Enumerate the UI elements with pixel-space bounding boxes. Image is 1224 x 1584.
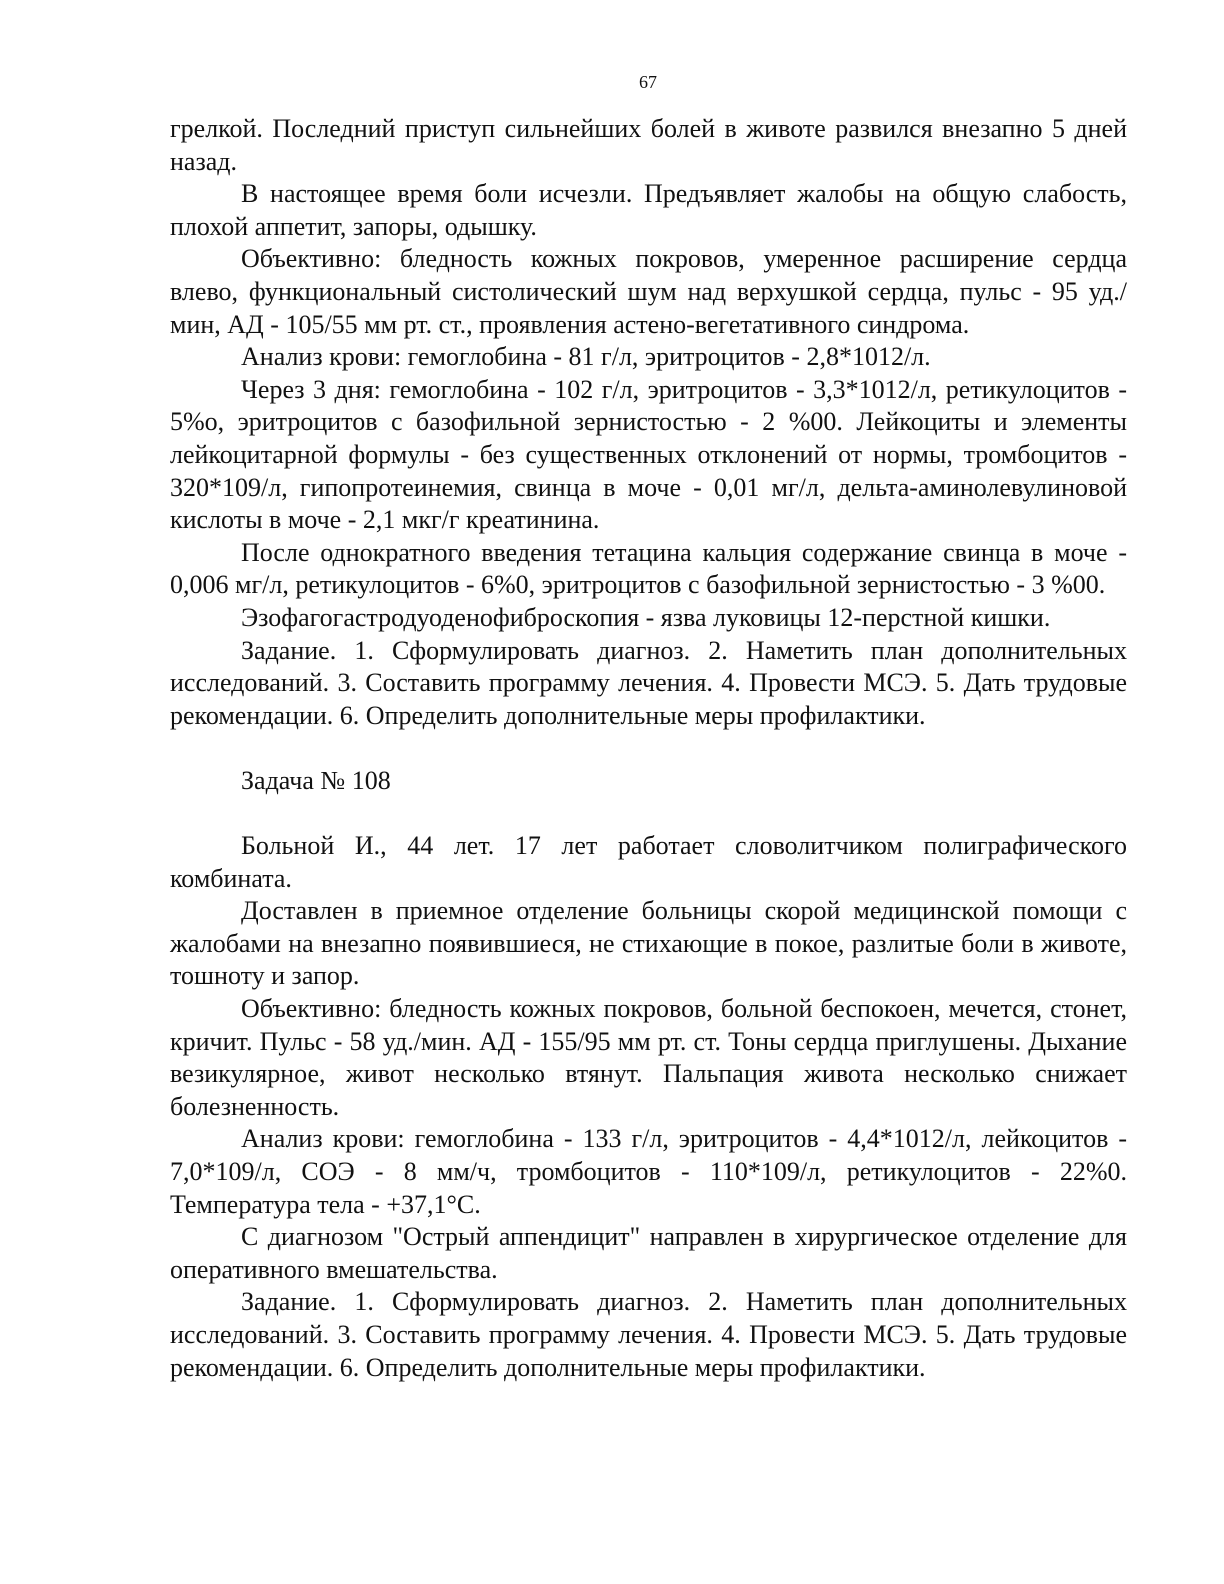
spacer bbox=[170, 732, 1127, 765]
paragraph-followup-test: Через 3 дня: гемоглобина - 102 г/л, эритроцитов - 3,3*1012/л, ретикулоцитов - 5%о, эритроцитов с базофильной зернистостью - 2 %00. Лейкоциты и элементы лейкоцитарной формулы - без существенных отклонений от нормы, тромбоцитов - 320*109/л, гипопротеинемия, свинца в моче - 0,01 мг/л, дельта-аминолевулиновой кислоты в моче - 2,1 мкг/г креатинина. bbox=[170, 374, 1127, 535]
paragraph-admission: Доставлен в приемное отделение больницы скорой медицинской помощи с жалобами на внезапно появившиеся, не стихающие в покое, разлитые боли в животе, тошноту и запор. bbox=[170, 896, 1127, 991]
paragraph-tetacin-test: После однократного введения тетацина кальция содержание свинца в моче - 0,006 мг/л, ретикулоцитов - 6%0, эритроцитов с базофильной зернистостью - 3 %00. bbox=[170, 537, 1127, 600]
paragraph-blood-test: Анализ крови: гемоглобина - 133 г/л, эритроцитов - 4,4*1012/л, лейкоцитов - 7,0*109/л, СОЭ - 8 мм/ч, тромбоцитов - 110*109/л, ретикулоцитов - 22%0. Температура тела - +37,1°С. bbox=[170, 1124, 1127, 1219]
paragraph-assignment: Задание. 1. Сформулировать диагноз. 2. Наметить план дополнительных исследований. 3. Составить программу лечения. 4. Провести МСЭ. 5. Дать трудовые рекомендации. 6. Определить дополнительные меры профилактики. bbox=[170, 635, 1127, 730]
paragraph-objective: Объективно: бледность кожных покровов, больной беспокоен, мечется, стонет, кричит. Пульс - 58 уд./мин. АД - 155/95 мм рт. ст. Тоны сердца приглушены. Дыхание везикулярное, живот несколько втянут. Пальпация живота несколько снижает болезненность. bbox=[170, 994, 1127, 1121]
page-content bbox=[170, 113, 1127, 1384]
paragraph-objective: Объективно: бледность кожных покровов, умеренное расширение сердца влево, функциональный систолический шум над верхушкой сердца, пульс - 95 уд./мин, АД - 105/55 мм рт. ст., проявления астено-вегетативного синдрома. bbox=[170, 244, 1127, 339]
paragraph-blood-test: Анализ крови: гемоглобина - 81 г/л, эритроцитов - 2,8*1012/л. bbox=[241, 342, 931, 372]
spacer bbox=[170, 797, 1127, 830]
paragraph-complaints: В настоящее время боли исчезли. Предъявляет жалобы на общую слабость, плохой аппетит, запоры, одышку. bbox=[170, 179, 1127, 241]
paragraph-endoscopy: Эзофагогастродуоденофиброскопия - язва луковицы 12-перстной кишки. bbox=[241, 602, 1051, 632]
paragraph-diagnosis: С диагнозом "Острый аппендицит" направлен в хирургическое отделение для оперативного вмешательства. bbox=[170, 1222, 1127, 1284]
paragraph-patient: Больной И., 44 лет. 17 лет работает словолитчиком полиграфического комбината. bbox=[170, 831, 1127, 893]
paragraph-assignment: Задание. 1. Сформулировать диагноз. 2. Наметить план дополнительных исследований. 3. Составить программу лечения. 4. Провести МСЭ. 5. Дать трудовые рекомендации. 6. Определить дополнительные меры профилактики. bbox=[170, 1287, 1127, 1382]
task-heading: Задача № 108 bbox=[241, 765, 391, 795]
page-number: 67 bbox=[639, 72, 657, 92]
paragraph-continuation: грелкой. Последний приступ сильнейших болей в животе развился внезапно 5 дней назад. bbox=[170, 114, 1127, 176]
